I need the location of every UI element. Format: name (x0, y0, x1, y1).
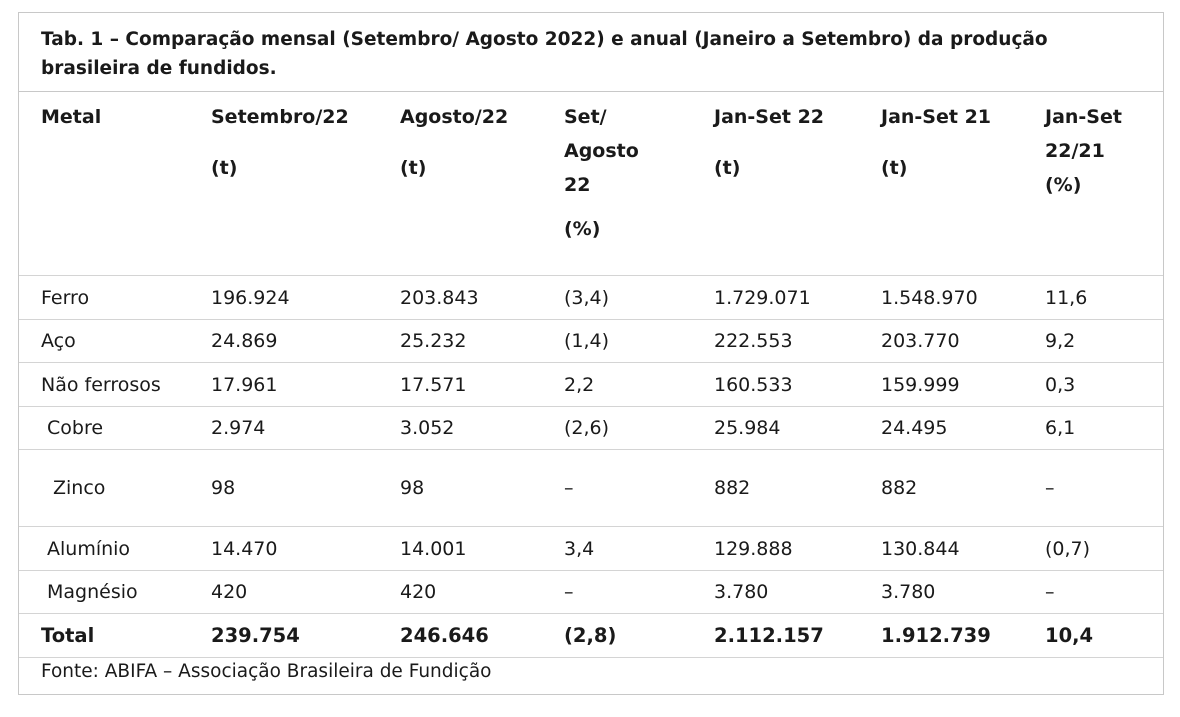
header-unit: (t) (211, 157, 238, 179)
header-agosto22 (400, 92, 564, 276)
cell-value: 14.470 (211, 527, 400, 571)
header-jan-set-var (1045, 92, 1163, 276)
cell-value: 3,4 (564, 527, 714, 571)
cell-value: (1,4) (564, 320, 714, 363)
table-row (19, 571, 1163, 614)
table-row (19, 450, 1163, 527)
cell-value: 420 (211, 571, 400, 614)
table-row (19, 363, 1163, 407)
header-set-agosto (564, 92, 714, 276)
cell-value: 203.770 (881, 320, 1045, 363)
cell-value: – (1045, 571, 1163, 614)
cell-metal: Aço (19, 320, 211, 363)
cell-value: 0,3 (1045, 363, 1163, 407)
cell-metal: Não ferrosos (19, 363, 211, 407)
table-row (19, 527, 1163, 571)
cell-value: 6,1 (1045, 407, 1163, 450)
cell-value: 3.780 (714, 571, 881, 614)
source-note: Fonte: ABIFA – Associação Brasileira de Fundição (41, 661, 492, 682)
header-label: Set/ Agosto 22 (564, 106, 639, 196)
header-jan-set-22 (714, 92, 881, 276)
cell-value: 3.052 (400, 407, 564, 450)
cell-metal: Alumínio (19, 527, 211, 571)
header-label: Jan-Set 21 (881, 106, 992, 128)
cell-value: 1.912.739 (881, 614, 1045, 658)
header-label: Metal (41, 106, 102, 128)
cell-value: 1.548.970 (881, 276, 1045, 320)
cell-value: (2,6) (564, 407, 714, 450)
production-table (19, 92, 1163, 658)
total-row (19, 614, 1163, 658)
cell-value: 9,2 (1045, 320, 1163, 363)
cell-value: 1.729.071 (714, 276, 881, 320)
cell-metal: Cobre (19, 407, 211, 450)
cell-value: 160.533 (714, 363, 881, 407)
table-row (19, 276, 1163, 320)
header-jan-set-21 (881, 92, 1045, 276)
cell-metal: Magnésio (19, 571, 211, 614)
header-label: Jan-Set 22/21 (1045, 106, 1122, 162)
table-caption: Tab. 1 – Comparação mensal (Setembro/ Agosto 2022) e anual (Janeiro a Setembro) da produção brasileira de fundidos. (19, 13, 1163, 92)
table-row (19, 407, 1163, 450)
cell-value: 17.961 (211, 363, 400, 407)
cell-value: 98 (400, 450, 564, 527)
cell-value: 25.984 (714, 407, 881, 450)
table-frame (18, 12, 1164, 695)
cell-value: 882 (714, 450, 881, 527)
cell-value: (3,4) (564, 276, 714, 320)
cell-value: 17.571 (400, 363, 564, 407)
cell-value: 98 (211, 450, 400, 527)
header-metal (19, 92, 211, 276)
header-unit: (t) (714, 157, 741, 179)
cell-value: 3.780 (881, 571, 1045, 614)
header-label: Setembro/22 (211, 106, 349, 128)
header-unit: (%) (564, 218, 601, 240)
cell-value: 203.843 (400, 276, 564, 320)
cell-value: 882 (881, 450, 1045, 527)
cell-value: 2.112.157 (714, 614, 881, 658)
cell-value: 420 (400, 571, 564, 614)
cell-value: 14.001 (400, 527, 564, 571)
header-label: Jan-Set 22 (714, 106, 825, 128)
cell-value: 2,2 (564, 363, 714, 407)
cell-metal: Zinco (19, 450, 211, 527)
table-row (19, 320, 1163, 363)
cell-value: (2,8) (564, 614, 714, 658)
header-unit: (%) (1045, 174, 1082, 196)
cell-value: (0,7) (1045, 527, 1163, 571)
header-row (19, 92, 1163, 276)
cell-value: 239.754 (211, 614, 400, 658)
cell-value: 129.888 (714, 527, 881, 571)
cell-value: 246.646 (400, 614, 564, 658)
cell-value: 24.495 (881, 407, 1045, 450)
cell-value: 24.869 (211, 320, 400, 363)
cell-value: – (564, 571, 714, 614)
cell-value: – (1045, 450, 1163, 527)
cell-value: 25.232 (400, 320, 564, 363)
header-unit: (t) (400, 157, 427, 179)
cell-value: 196.924 (211, 276, 400, 320)
cell-value: 159.999 (881, 363, 1045, 407)
cell-value: 130.844 (881, 527, 1045, 571)
header-label: Agosto/22 (400, 106, 509, 128)
cell-metal: Ferro (19, 276, 211, 320)
cell-value: 11,6 (1045, 276, 1163, 320)
header-unit: (t) (881, 157, 908, 179)
cell-value: – (564, 450, 714, 527)
header-setembro22 (211, 92, 400, 276)
cell-metal: Total (19, 614, 211, 658)
cell-value: 2.974 (211, 407, 400, 450)
cell-value: 222.553 (714, 320, 881, 363)
cell-value: 10,4 (1045, 614, 1163, 658)
